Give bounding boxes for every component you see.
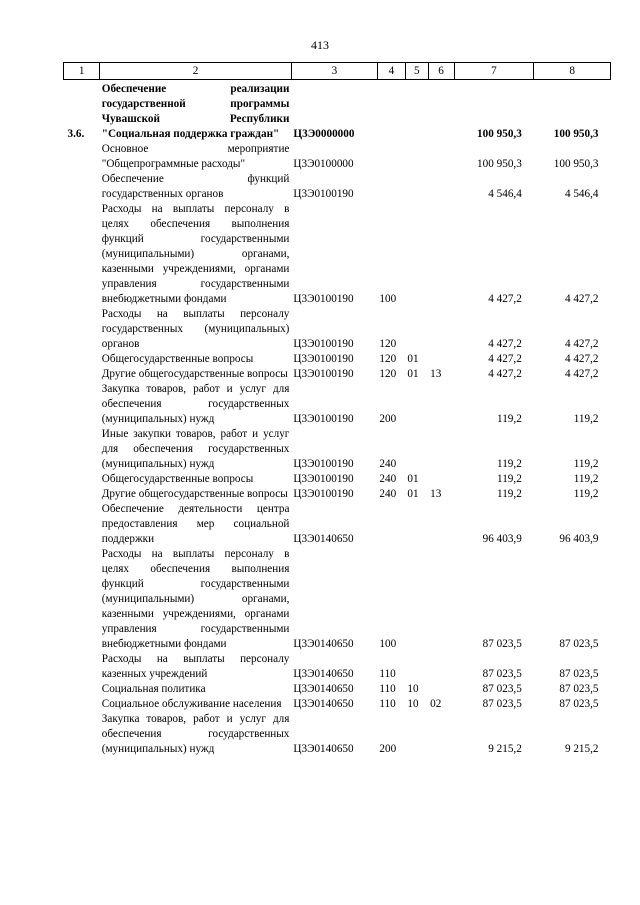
row-target-code: Ц3Э0100190 xyxy=(293,338,354,350)
row-amount-1: 119,2 xyxy=(497,413,522,425)
row-subsection: 13 xyxy=(430,488,442,500)
row-amount-2: 9 215,2 xyxy=(564,743,599,755)
table-row xyxy=(64,652,611,682)
header-col-3: 3 xyxy=(291,63,377,80)
row-section: 01 xyxy=(407,368,419,380)
row-number: 3.6. xyxy=(67,128,85,140)
row-amount-1: 100 950,3 xyxy=(477,158,522,170)
row-expense-type: 200 xyxy=(379,743,397,755)
row-amount-1: 119,2 xyxy=(497,488,522,500)
row-section xyxy=(405,502,428,547)
row-amount-1: 4 427,2 xyxy=(488,353,522,365)
row-number xyxy=(64,472,100,487)
row-number xyxy=(64,652,100,682)
row-expense-type xyxy=(377,172,405,202)
row-section xyxy=(405,427,428,472)
row-amount-2: 87 023,5 xyxy=(559,638,599,650)
table-row xyxy=(64,172,611,202)
row-expense-type: 100 xyxy=(379,293,397,305)
row-subsection xyxy=(428,202,454,307)
budget-table xyxy=(63,62,611,757)
row-expense-type: 110 xyxy=(379,683,396,695)
row-number xyxy=(64,487,100,502)
row-number xyxy=(64,307,100,352)
row-target-code: Ц3Э0140650 xyxy=(293,698,354,710)
row-amount-2: 4 427,2 xyxy=(564,368,599,380)
row-expense-type: 100 xyxy=(379,638,397,650)
row-amount-1: 87 023,5 xyxy=(482,683,522,695)
page-number: 413 xyxy=(311,38,329,52)
row-number xyxy=(64,502,100,547)
row-expense-type: 110 xyxy=(379,698,396,710)
row-expense-type: 120 xyxy=(379,338,397,350)
row-number xyxy=(64,712,100,757)
row-target-code: Ц3Э0140650 xyxy=(293,743,354,755)
row-subsection: 02 xyxy=(430,698,442,710)
row-name: Расходы на выплаты персоналу в целях обеспечения выполнения функций государственными (муниципальными) органами, казенными учреждениями, органами управления государственными внебюджетными фондами xyxy=(101,548,290,650)
row-amount-2: 119,2 xyxy=(573,488,599,500)
row-target-code: Ц3Э0140650 xyxy=(293,638,354,650)
row-expense-type: 240 xyxy=(379,488,397,500)
row-section xyxy=(405,80,428,143)
row-name: Иные закупки товаров, работ и услуг для обеспечения государственных (муниципальных) нужд xyxy=(101,428,290,470)
row-target-code: Ц3Э0100190 xyxy=(293,473,354,485)
row-amount-2: 4 427,2 xyxy=(564,293,599,305)
header-col-8: 8 xyxy=(534,63,611,80)
table-row xyxy=(64,712,611,757)
row-amount-2: 100 950,3 xyxy=(553,128,599,140)
row-amount-2: 4 427,2 xyxy=(564,338,599,350)
row-amount-1: 96 403,9 xyxy=(482,533,522,545)
row-subsection xyxy=(428,712,454,757)
row-name: Общегосударственные вопросы xyxy=(101,473,254,485)
table-row xyxy=(64,142,611,172)
row-amount-1: 9 215,2 xyxy=(488,743,522,755)
row-target-code: Ц3Э0140650 xyxy=(293,683,354,695)
row-name: Расходы на выплаты персоналу государственных (муниципальных) органов xyxy=(101,308,290,350)
row-amount-2: 100 950,3 xyxy=(553,158,599,170)
row-number xyxy=(64,172,100,202)
row-number xyxy=(64,547,100,652)
row-amount-2: 119,2 xyxy=(573,473,599,485)
table-row xyxy=(64,697,611,712)
row-expense-type xyxy=(377,80,405,143)
row-number xyxy=(64,697,100,712)
row-section xyxy=(405,202,428,307)
row-target-code: Ц3Э0100190 xyxy=(293,353,354,365)
row-number xyxy=(64,382,100,427)
row-amount-1: 100 950,3 xyxy=(477,128,522,140)
table-row xyxy=(64,487,611,502)
row-target-code: Ц3Э0100190 xyxy=(293,413,354,425)
row-target-code: Ц3Э0000000 xyxy=(293,128,355,140)
row-section: 01 xyxy=(407,488,419,500)
row-expense-type: 120 xyxy=(379,368,397,380)
header-col-7: 7 xyxy=(454,63,534,80)
row-amount-2: 96 403,9 xyxy=(559,533,599,545)
row-subsection xyxy=(428,427,454,472)
row-section: 01 xyxy=(407,353,419,365)
row-name: Основное мероприятие "Общепрограммные расходы" xyxy=(101,143,290,170)
row-target-code: Ц3Э0100190 xyxy=(293,293,354,305)
table-row xyxy=(64,427,611,472)
row-expense-type xyxy=(377,502,405,547)
row-amount-1: 4 427,2 xyxy=(488,368,522,380)
row-subsection xyxy=(428,472,454,487)
row-section: 10 xyxy=(407,698,419,710)
row-amount-1: 87 023,5 xyxy=(482,668,522,680)
table-row xyxy=(64,502,611,547)
row-name: Обеспечение реализации государственной программы Чувашской Республики "Социальная поддержка граждан" xyxy=(101,83,290,140)
row-name: Расходы на выплаты персоналу в целях обеспечения выполнения функций государственными (муниципальными) органами, казенными учреждениями, органами управления государственными внебюджетными фондами xyxy=(101,203,290,305)
row-target-code: Ц3Э0140650 xyxy=(293,533,354,545)
row-name: Расходы на выплаты персоналу казенных учреждений xyxy=(101,653,290,680)
row-name: Другие общегосударственные вопросы xyxy=(101,488,288,500)
row-target-code: Ц3Э0100000 xyxy=(293,158,354,170)
row-number xyxy=(64,367,100,382)
row-subsection xyxy=(428,172,454,202)
row-amount-2: 4 546,4 xyxy=(564,188,599,200)
row-amount-1: 4 546,4 xyxy=(488,188,522,200)
row-amount-1: 119,2 xyxy=(497,473,522,485)
row-amount-2: 87 023,5 xyxy=(559,683,599,695)
row-expense-type: 200 xyxy=(379,413,397,425)
row-target-code: Ц3Э0100190 xyxy=(293,458,354,470)
row-name: Закупка товаров, работ и услуг для обеспечения государственных (муниципальных) нужд xyxy=(101,383,290,425)
row-subsection xyxy=(428,682,454,697)
row-subsection xyxy=(428,652,454,682)
table-row xyxy=(64,682,611,697)
row-subsection xyxy=(428,547,454,652)
row-subsection xyxy=(428,382,454,427)
header-col-1: 1 xyxy=(64,63,100,80)
row-section: 01 xyxy=(407,473,419,485)
row-section xyxy=(405,382,428,427)
header-col-5: 5 xyxy=(405,63,428,80)
row-number xyxy=(64,682,100,697)
row-subsection: 13 xyxy=(430,368,442,380)
row-subsection xyxy=(428,352,454,367)
header-col-4: 4 xyxy=(377,63,405,80)
row-amount-2: 119,2 xyxy=(573,458,599,470)
row-amount-1: 87 023,5 xyxy=(482,638,522,650)
row-subsection xyxy=(428,142,454,172)
row-number xyxy=(64,142,100,172)
row-name: Социальное обслуживание населения xyxy=(101,698,282,710)
row-name: Другие общегосударственные вопросы xyxy=(101,368,288,380)
row-subsection xyxy=(428,80,454,143)
row-section xyxy=(405,307,428,352)
row-number xyxy=(64,202,100,307)
table-row xyxy=(64,547,611,652)
table-body xyxy=(64,80,611,758)
row-expense-type: 120 xyxy=(379,353,397,365)
row-section xyxy=(405,547,428,652)
row-name: Обеспечение функций государственных органов xyxy=(101,173,290,200)
row-section xyxy=(405,652,428,682)
row-name: Социальная политика xyxy=(101,683,206,695)
row-expense-type xyxy=(377,142,405,172)
table-row xyxy=(64,202,611,307)
row-amount-2: 87 023,5 xyxy=(559,698,599,710)
row-name: Обеспечение деятельности центра предоставления мер социальной поддержки xyxy=(101,503,290,545)
row-expense-type: 240 xyxy=(379,458,397,470)
row-amount-2: 119,2 xyxy=(573,413,599,425)
row-section xyxy=(405,172,428,202)
row-amount-1: 4 427,2 xyxy=(488,293,522,305)
row-subsection xyxy=(428,502,454,547)
row-amount-1: 87 023,5 xyxy=(482,698,522,710)
row-section: 10 xyxy=(407,683,419,695)
table-row xyxy=(64,382,611,427)
row-amount-1: 119,2 xyxy=(497,458,522,470)
table-row xyxy=(64,307,611,352)
row-target-code: Ц3Э0100190 xyxy=(293,368,354,380)
row-section xyxy=(405,712,428,757)
header-col-6: 6 xyxy=(428,63,454,80)
table-row xyxy=(64,367,611,382)
row-number xyxy=(64,352,100,367)
row-number xyxy=(64,427,100,472)
table-row xyxy=(64,352,611,367)
row-target-code: Ц3Э0100190 xyxy=(293,488,354,500)
header-col-2: 2 xyxy=(100,63,292,80)
table-row xyxy=(64,80,611,143)
row-amount-2: 4 427,2 xyxy=(564,353,599,365)
row-name: Закупка товаров, работ и услуг для обеспечения государственных (муниципальных) нужд xyxy=(101,713,290,755)
row-amount-1: 4 427,2 xyxy=(488,338,522,350)
table-header xyxy=(64,63,611,80)
row-section xyxy=(405,142,428,172)
row-amount-2: 87 023,5 xyxy=(559,668,599,680)
row-expense-type: 240 xyxy=(379,473,397,485)
row-expense-type: 110 xyxy=(379,668,396,680)
row-target-code: Ц3Э0140650 xyxy=(293,668,354,680)
row-name: Общегосударственные вопросы xyxy=(101,353,254,365)
row-subsection xyxy=(428,307,454,352)
table-row xyxy=(64,472,611,487)
row-target-code: Ц3Э0100190 xyxy=(293,188,354,200)
